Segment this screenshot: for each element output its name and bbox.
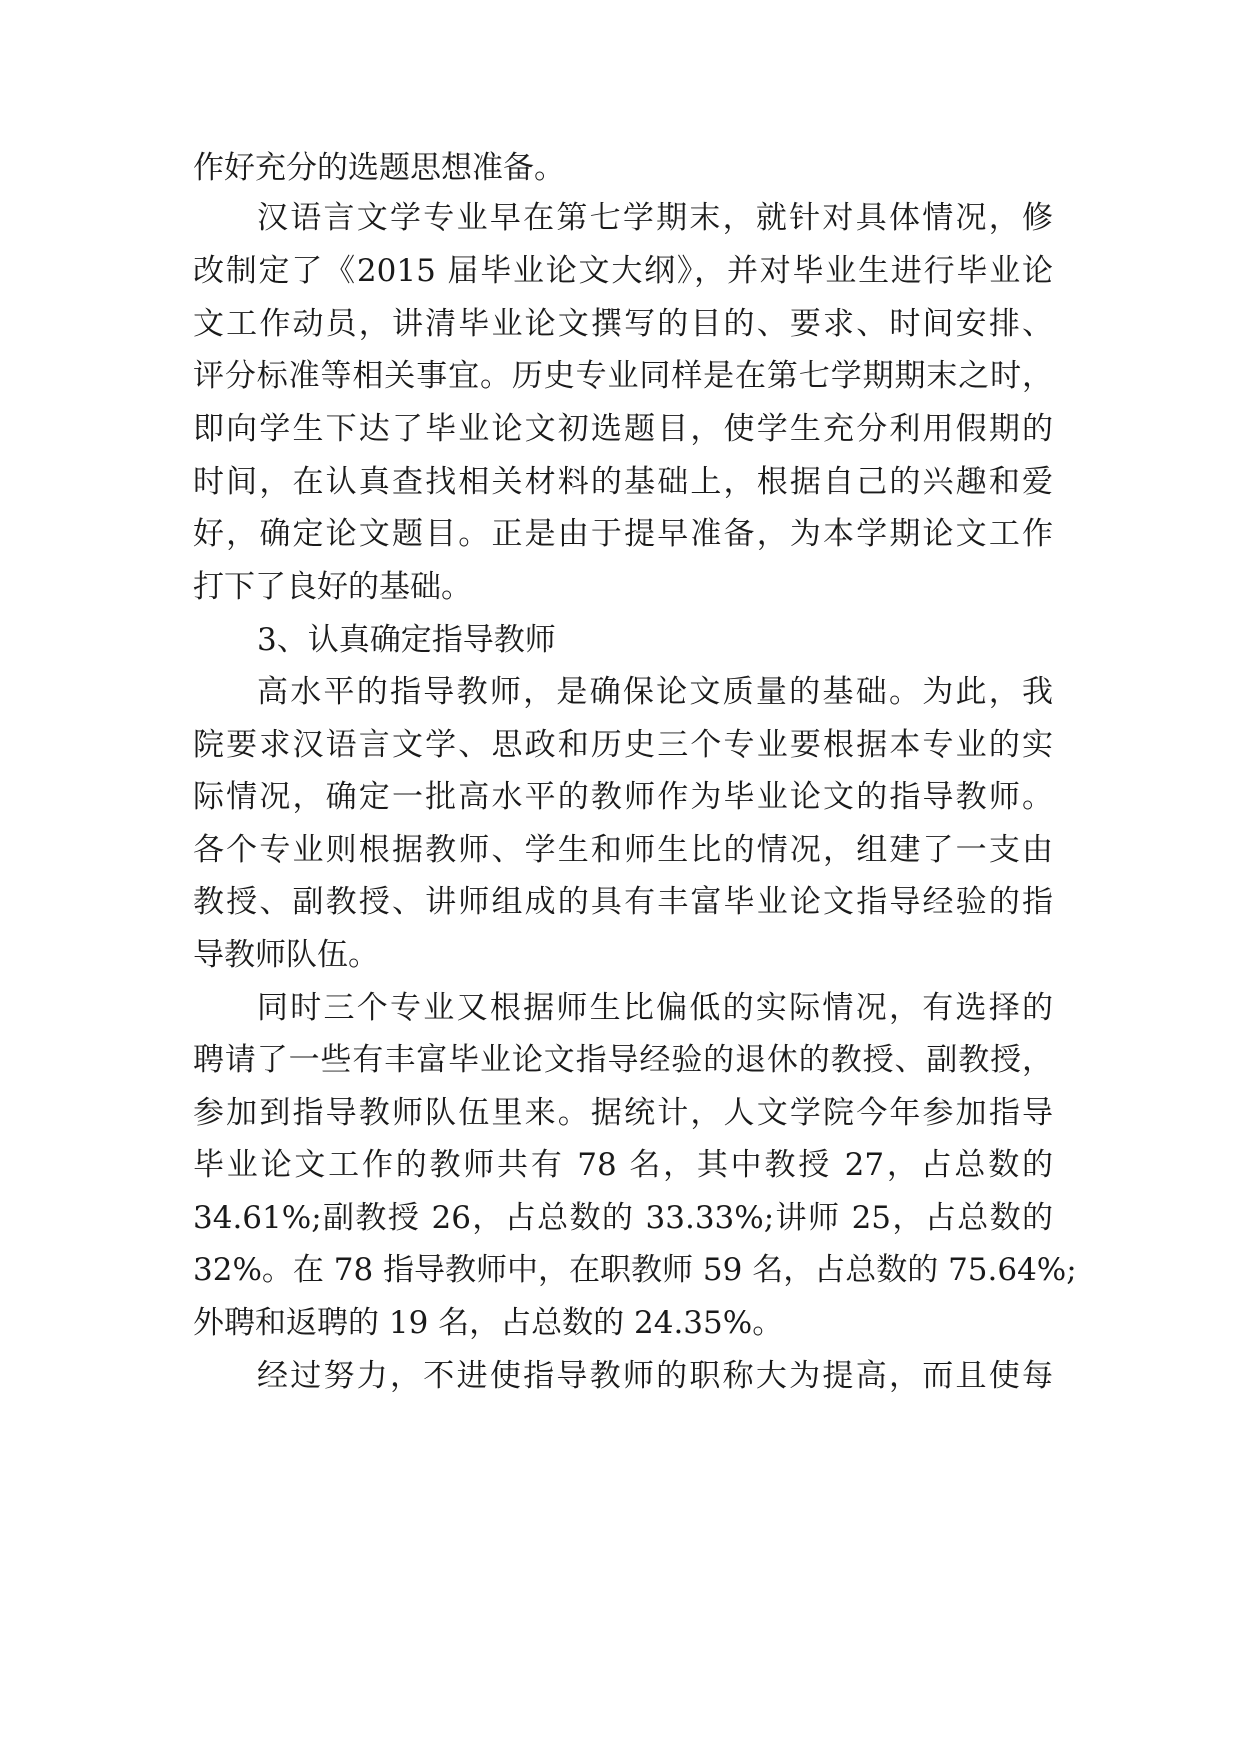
text-line: 汉语言文学专业早在第七学期末，就针对具体情况，修 [257, 200, 1053, 236]
text-line: 改制定了《2015 届毕业论文大纲》，并对毕业生进行毕业论 [193, 253, 1053, 289]
text-line: 高水平的指导教师，是确保论文质量的基础。为此，我 [257, 674, 1053, 710]
text-line: 文工作动员，讲清毕业论文撰写的目的、要求、时间安排、 [193, 306, 1053, 342]
text-line: 际情况，确定一批高水平的教师作为毕业论文的指导教师。 [193, 779, 1053, 815]
text-line: 34.61%;副教授 26，占总数的 33.33%;讲师 25，占总数的 [193, 1200, 1053, 1236]
text-line: 教授、副教授、讲师组成的具有丰富毕业论文指导经验的指 [193, 884, 1053, 920]
text-line: 导教师队伍。 [193, 937, 379, 973]
text-line: 毕业论文工作的教师共有 78 名，其中教授 27，占总数的 [193, 1147, 1053, 1183]
text-line: 各个专业则根据教师、学生和师生比的情况，组建了一支由 [193, 832, 1053, 868]
section-heading: 3、认真确定指导教师 [257, 622, 556, 658]
text-line: 时间，在认真查找相关材料的基础上，根据自己的兴趣和爱 [193, 464, 1053, 500]
text-line: 外聘和返聘的 19 名，占总数的 24.35%。 [193, 1305, 784, 1341]
text-line: 参加到指导教师队伍里来。据统计，人文学院今年参加指导 [193, 1095, 1053, 1131]
text-line: 好，确定论文题目。正是由于提早准备，为本学期论文工作 [193, 516, 1053, 552]
text-line: 即向学生下达了毕业论文初选题目，使学生充分利用假期的 [193, 411, 1053, 447]
text-line: 同时三个专业又根据师生比偏低的实际情况，有选择的 [257, 990, 1053, 1026]
text-line: 作好充分的选题思想准备。 [193, 150, 565, 186]
text-line: 聘请了一些有丰富毕业论文指导经验的退休的教授、副教授， [193, 1042, 1053, 1078]
text-line: 打下了良好的基础。 [193, 569, 472, 605]
text-line: 评分标准等相关事宜。历史专业同样是在第七学期期末之时， [193, 358, 1053, 394]
text-line: 院要求汉语言文学、思政和历史三个专业要根据本专业的实 [193, 727, 1053, 763]
text-line: 32%。在 78 指导教师中，在职教师 59 名，占总数的 75.64%; [193, 1252, 1077, 1288]
text-line: 经过努力，不进使指导教师的职称大为提高，而且使每 [257, 1358, 1053, 1394]
